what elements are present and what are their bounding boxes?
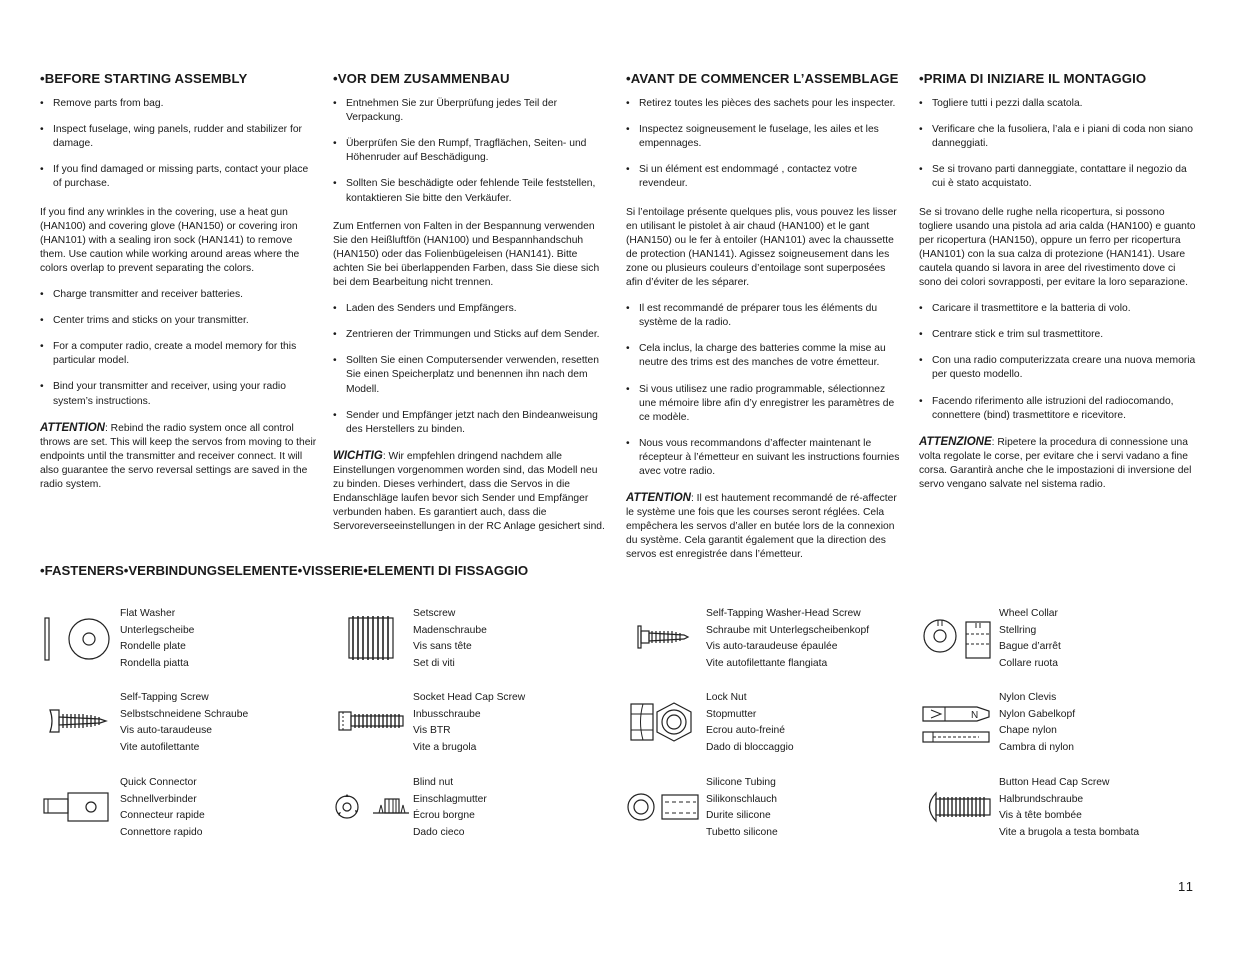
list-item: • Si vous utilisez une radio programmable, sélectionnez une mémoire libre afin d’y enregistrer les paramètres de ce modèle.	[626, 383, 904, 425]
list-item: • Entnehmen Sie zur Überprüfung jedes Teil der Verpackung.	[333, 97, 611, 125]
fastener-labels: Setscrew Madenschraube Vis sans tête Set di viti	[413, 608, 487, 669]
list-item: • Verificare che la fusoliera, l’ala e i piani di coda non siano danneggiati.	[919, 123, 1197, 151]
wheel-collar-icon	[919, 606, 997, 678]
lock-nut-icon	[626, 690, 704, 762]
paragraph: Zum Entfernen von Falten in der Bespannung verwenden Sie den Heißluftfön (HAN100) und Bespannhandschuh (HAN150) oder das Folienbügeleisen (HAN141). Bitte achten Sie bei überlappenden Farben, dass Sie diese sich bei dem Bearbeitung nicht trennen.	[333, 220, 600, 289]
setscrew-icon	[333, 606, 411, 678]
column-french	[626, 72, 904, 575]
attention-label: ATTENTION	[40, 421, 105, 434]
list-item: • Centrare stick e trim sul trasmettitore.	[919, 328, 1197, 342]
fastener-labels: Flat Washer Unterlegscheibe Rondelle plate Rondella piatta	[120, 608, 195, 669]
paragraph: Se si trovano delle rughe nella ricopertura, si possono togliere usando una pistola ad aria calda (HAN100) e guanto per ricopertura (HAN150), oppure un ferro per ricopertura (HAN101) con la sua calza di protezione (HAN141). Usare cautela quando si lavora in aree del rivestimento dove ci sono dei colori sovrapposti, per evitare la loro separazione.	[919, 206, 1196, 289]
list-item: • Bind your transmitter and receiver, using your radio system’s instructions.	[40, 380, 318, 408]
column-italian	[919, 72, 1197, 504]
list-item: • Sollten Sie beschädigte oder fehlende Teile feststellen, kontaktieren Sie bitte den Verkäufer.	[333, 177, 611, 205]
page-number: 11	[1178, 879, 1195, 894]
attention-note	[919, 435, 1197, 492]
attention-text: : Wir empfehlen dringend nachdem alle Einstellungen vorgenommen worden sind, das Modell neu zu binden. Dieses verhindert, dass die Servos in die Endanschläge laufen bevor sich Sender und Empfänger verbunden haben. Es garantiert auch, dass die Servoreverseeinstellungen in der RC Anlage gesichert sind.	[333, 450, 605, 533]
attention-label: ATTENTION	[626, 492, 691, 505]
fastener-labels: Self-Tapping Screw Selbstschneidene Schraube Vis auto-taraudeuse Vite autofilettante	[120, 692, 249, 753]
section-heading: •VOR DEM ZUSAMMENBAU	[333, 71, 510, 86]
list-item: • Center trims and sticks on your transmitter.	[40, 314, 318, 328]
list-item: • Inspect fuselage, wing panels, rudder and stabilizer for damage.	[40, 123, 318, 151]
flat-washer-icon	[40, 606, 118, 678]
list-item: • Togliere tutti i pezzi dalla scatola.	[919, 97, 1197, 111]
paragraph: Si l’entoilage présente quelques plis, vous pouvez les lisser en utilisant le pistolet à air chaud (HAN100) et le gant (HAN150) ou le fer à entoiler (HAN101) avec la chaussette de protection (HAN141). Agissez soigneusement dans les zone ou plusieurs couleurs d’entoilage sont superposées afin d’éviter de les séparer.	[626, 206, 897, 289]
list-item: • Cela inclus, la charge des batteries comme la mise au neutre des trims est des manches de votre émetteur.	[626, 342, 904, 370]
fastener-item	[919, 775, 1169, 847]
fastener-item	[919, 606, 1169, 678]
fastener-item	[333, 690, 583, 762]
fastener-labels: Self-Tapping Washer-Head Screw Schraube mit Unterlegscheibenkopf Vis auto-taraudeuse épaulée Vite autofilettante flangiata	[706, 608, 870, 669]
socket-head-cap-screw-icon	[333, 690, 411, 762]
attention-text: : Ripetere la procedura di connessione una volta regolate le corse, per evitare che i servi vadano a fine corsa. Garantirà anche che le impostazioni di inversione del servo vengano salvate nel sistema radio.	[919, 436, 1192, 490]
washer-head-screw-icon	[626, 606, 704, 678]
section-heading: •AVANT DE COMMENCER L’ASSEMBLAGE	[626, 71, 899, 86]
list-item: • Überprüfen Sie den Rumpf, Tragflächen, Seiten- und Höhenruder auf Beschädigung.	[333, 137, 611, 165]
column-german	[333, 72, 611, 546]
list-item: • Con una radio computerizzata creare una nuova memoria per questo modello.	[919, 354, 1197, 382]
list-item: • Laden des Senders und Empfängers.	[333, 302, 611, 316]
fastener-item	[626, 775, 876, 847]
attention-note	[40, 421, 318, 492]
attention-note	[333, 449, 611, 535]
list-item: • If you find damaged or missing parts, contact your place of purchase.	[40, 163, 318, 191]
list-item: • Remove parts from bag.	[40, 97, 318, 111]
column-english	[40, 72, 318, 504]
button-head-cap-screw-icon	[919, 775, 997, 847]
list-item: • Charge transmitter and receiver batteries.	[40, 288, 318, 302]
fastener-labels: Wheel Collar Stellring Bague d’arrêt Collare ruota	[999, 608, 1061, 669]
fasteners-heading: •FASTENERS•VERBINDUNGSELEMENTE•VISSERIE•ELEMENTI DI FISSAGGIO	[40, 563, 529, 578]
paragraph: If you find any wrinkles in the covering, use a heat gun (HAN100) and covering glove (HAN150) or covering iron (HAN101) with a sealing iron sock (HAN141) to remove them. Use caution while working around areas where the colors overlap to prevent separating the colors.	[40, 206, 300, 274]
list-item: • Il est recommandé de préparer tous les éléments du système de la radio.	[626, 302, 904, 330]
list-item: • Se si trovano parti danneggiate, contattare il negozio da cui è stato acquistato.	[919, 163, 1197, 191]
fastener-item	[919, 690, 1169, 762]
attention-label: ATTENZIONE	[919, 435, 992, 448]
fastener-item	[626, 606, 876, 678]
list-item: • Facendo riferimento alle istruzioni del radiocomando, connettere (bind) trasmettitore e ricevitore.	[919, 395, 1197, 423]
nylon-clevis-icon	[919, 690, 997, 762]
section-heading: •BEFORE STARTING ASSEMBLY	[40, 71, 248, 86]
attention-label: WICHTIG	[333, 449, 383, 462]
attention-note	[626, 491, 904, 562]
fastener-item	[333, 775, 583, 847]
fastener-labels: Socket Head Cap Screw Inbusschraube Vis BTR Vite a brugola	[413, 692, 526, 753]
fastener-labels: Quick Connector Schnellverbinder Connecteur rapide Connettore rapido	[120, 777, 205, 838]
fastener-item	[40, 775, 290, 847]
clevis-letter: N	[971, 710, 979, 721]
fastener-labels: Silicone Tubing Silikonschlauch Durite silicone Tubetto silicone	[706, 777, 778, 838]
fastener-item	[40, 690, 290, 762]
quick-connector-icon	[40, 775, 118, 847]
section-heading: •PRIMA DI INIZIARE IL MONTAGGIO	[919, 71, 1147, 86]
self-tapping-screw-icon	[40, 690, 118, 762]
fastener-item	[626, 690, 876, 762]
list-item: • Sender und Empfänger jetzt nach den Bindeanweisung des Herstellers zu binden.	[333, 409, 611, 437]
fastener-item	[40, 606, 290, 678]
list-item: • Caricare il trasmettitore e la batteria di volo.	[919, 302, 1197, 316]
list-item: • Nous vous recommandons d’affecter maintenant le récepteur à l’émetteur en suivant les instructions fournies avec votre radio.	[626, 437, 904, 479]
list-item: • Zentrieren der Trimmungen und Sticks auf dem Sender.	[333, 328, 611, 342]
list-item: • Si un élément est endommagé , contactez votre revendeur.	[626, 163, 904, 191]
attention-text: : Rebind the radio system once all control throws are set. This will keep the servos from moving to their endpoints until the transmitter and receiver connect. It will also guarantee the servo reversal settings are saved in the radio system.	[40, 422, 317, 490]
fastener-labels: Nylon Clevis Nylon Gabelkopf Chape nylon Cambra di nylon	[999, 692, 1076, 753]
fastener-labels: Button Head Cap Screw Halbrundschraube Vis à tête bombée Vite a brugola a testa bombata	[999, 777, 1140, 838]
list-item: • Inspectez soigneusement le fuselage, les ailes et les empennages.	[626, 123, 904, 151]
list-item: • Retirez toutes les pièces des sachets pour les inspecter.	[626, 97, 904, 111]
fastener-item	[333, 606, 583, 678]
fastener-labels: Lock Nut Stopmutter Ecrou auto-freiné Dado di bloccaggio	[706, 692, 794, 753]
fastener-labels: Blind nut Einschlagmutter Écrou borgne Dado cieco	[413, 777, 487, 838]
silicone-tubing-icon	[626, 775, 704, 847]
list-item: • Sollten Sie einen Computersender verwenden, resetten Sie einen Speicherplatz und benennen ihn nach dem Modell.	[333, 354, 611, 396]
list-item: • For a computer radio, create a model memory for this particular model.	[40, 340, 318, 368]
attention-text: : Il est hautement recommandé de ré-affecter le système une fois que les courses seront réglées. Cela empêchera les servos d’aller en butée lors de la connexion du système. Cela garantit également que la direction des servos est enregistrée dans l’émetteur.	[626, 493, 897, 561]
blind-nut-icon	[333, 775, 411, 847]
